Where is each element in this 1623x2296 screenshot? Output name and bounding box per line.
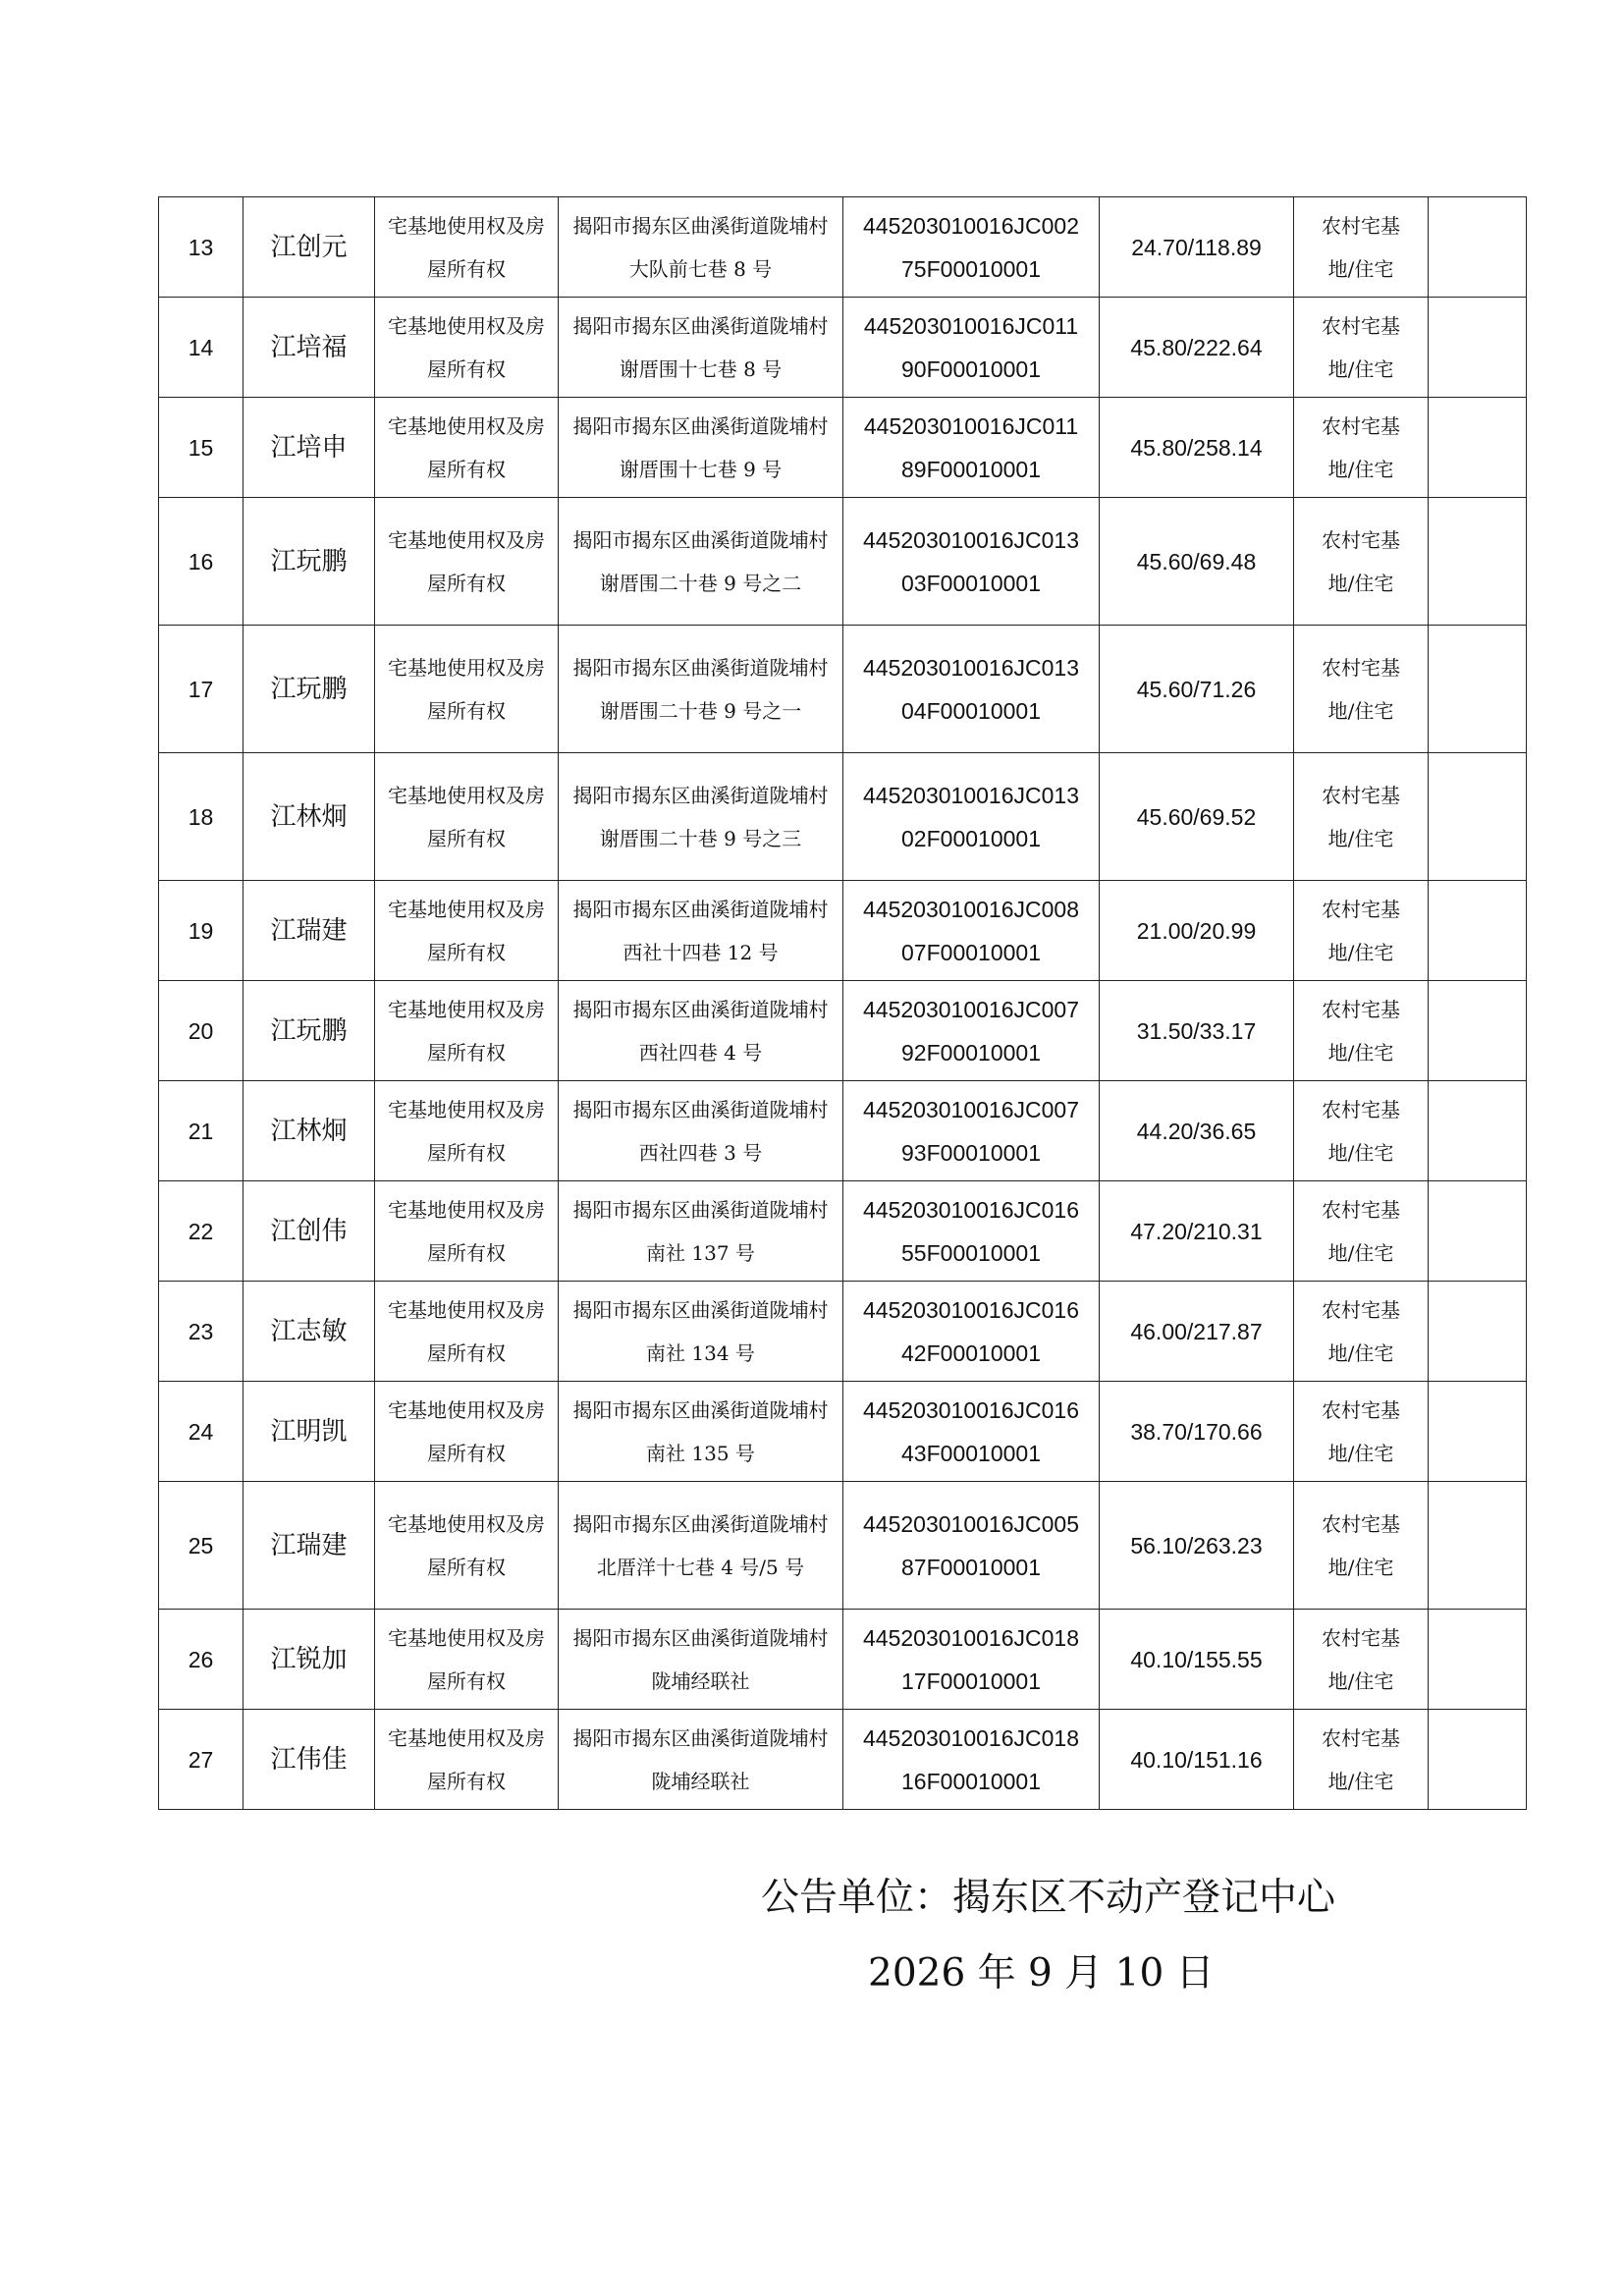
owner-name: [243, 197, 375, 298]
unit-number-text: 445203010016JC01304F00010001: [863, 654, 1079, 724]
land-use-text: 农村宅基地/住宅: [1322, 655, 1400, 723]
area-value: [1100, 1710, 1294, 1810]
area-value-text: 45.80/258.14: [1130, 434, 1263, 461]
table-row: [159, 753, 1527, 881]
right-type: [375, 1282, 559, 1382]
row-number-text: 20: [188, 1017, 214, 1044]
right-type: [375, 626, 559, 753]
land-use-text: 农村宅基地/住宅: [1322, 897, 1400, 964]
right-type: [375, 1482, 559, 1610]
property-location-text: 揭阳市揭东区曲溪街道陇埔村北厝洋十七巷 4 号/5 号: [572, 1511, 829, 1579]
unit-number-text: 445203010016JC01643F00010001: [863, 1396, 1079, 1466]
owner-name-text: 江林炯: [270, 801, 348, 832]
property-location: [559, 626, 843, 753]
area-value-text: 45.60/69.48: [1136, 548, 1257, 574]
right-type: [375, 298, 559, 398]
property-location-text: 揭阳市揭东区曲溪街道陇埔村谢厝围二十巷 9 号之二: [572, 527, 829, 595]
remarks-cell: [1429, 1282, 1527, 1382]
property-location-text: 揭阳市揭东区曲溪街道陇埔村谢厝围十七巷 9 号: [572, 413, 829, 481]
owner-name-text: 江玩鹏: [270, 1015, 348, 1046]
unit-number: [843, 498, 1100, 626]
unit-number: [843, 197, 1100, 298]
right-type-text: 宅基地使用权及房屋所有权: [388, 1625, 545, 1693]
owner-name-text: 江锐加: [270, 1644, 348, 1674]
property-location-text: 揭阳市揭东区曲溪街道陇埔村谢厝围二十巷 9 号之一: [572, 655, 829, 723]
land-use-text: 农村宅基地/住宅: [1322, 1197, 1400, 1265]
right-type: [375, 1081, 559, 1181]
table-row: [159, 981, 1527, 1081]
table-row: [159, 1482, 1527, 1610]
land-use: [1294, 398, 1429, 498]
unit-number: [843, 981, 1100, 1081]
area-value: [1100, 753, 1294, 881]
land-use: [1294, 753, 1429, 881]
owner-name-text: 江创伟: [270, 1216, 348, 1246]
right-type: [375, 753, 559, 881]
row-number: [159, 298, 243, 398]
right-type-text: 宅基地使用权及房屋所有权: [388, 1397, 545, 1465]
area-value: [1100, 1610, 1294, 1710]
property-location-text: 揭阳市揭东区曲溪街道陇埔村西社十四巷 12 号: [572, 897, 829, 964]
unit-number-text: 445203010016JC01302F00010001: [863, 782, 1079, 851]
right-type-text: 宅基地使用权及房屋所有权: [388, 1197, 545, 1265]
property-location: [559, 981, 843, 1081]
property-location-text: 揭阳市揭东区曲溪街道陇埔村西社四巷 4 号: [572, 997, 829, 1065]
land-use: [1294, 1482, 1429, 1610]
property-location: [559, 1710, 843, 1810]
row-number: [159, 753, 243, 881]
property-location: [559, 1181, 843, 1282]
land-use-text: 农村宅基地/住宅: [1322, 313, 1400, 381]
right-type: [375, 498, 559, 626]
property-location-text: 揭阳市揭东区曲溪街道陇埔村陇埔经联社: [572, 1725, 829, 1793]
right-type-text: 宅基地使用权及房屋所有权: [388, 1097, 545, 1165]
unit-number: [843, 881, 1100, 981]
issuing-unit: 公告单位：揭东区不动产登记中心: [761, 1876, 1336, 1920]
area-value-text: 40.10/151.16: [1130, 1746, 1263, 1773]
right-type: [375, 398, 559, 498]
area-value-text: 45.60/71.26: [1136, 676, 1257, 702]
table-row: [159, 1181, 1527, 1282]
right-type-text: 宅基地使用权及房屋所有权: [388, 413, 545, 481]
table-row: [159, 881, 1527, 981]
table-row: [159, 626, 1527, 753]
owner-name: [243, 1181, 375, 1282]
right-type: [375, 1181, 559, 1282]
unit-number: [843, 626, 1100, 753]
area-value: [1100, 398, 1294, 498]
table-row: [159, 1081, 1527, 1181]
land-use: [1294, 1710, 1429, 1810]
property-location: [559, 881, 843, 981]
owner-name: [243, 1282, 375, 1382]
owner-name-text: 江林炯: [270, 1116, 348, 1146]
owner-name: [243, 753, 375, 881]
land-use: [1294, 1181, 1429, 1282]
land-use: [1294, 498, 1429, 626]
right-type-text: 宅基地使用权及房屋所有权: [388, 527, 545, 595]
right-type-text: 宅基地使用权及房屋所有权: [388, 997, 545, 1065]
right-type: [375, 1382, 559, 1482]
owner-name-text: 江瑞建: [270, 1530, 348, 1560]
table-row: [159, 298, 1527, 398]
row-number: [159, 398, 243, 498]
owner-name-text: 江培福: [270, 332, 348, 362]
unit-number: [843, 398, 1100, 498]
right-type: [375, 981, 559, 1081]
area-value: [1100, 1181, 1294, 1282]
owner-name-text: 江明凯: [270, 1416, 348, 1447]
table-row: [159, 1282, 1527, 1382]
table-row: [159, 398, 1527, 498]
land-use-text: 农村宅基地/住宅: [1322, 1511, 1400, 1579]
area-value-text: 24.70/118.89: [1131, 234, 1262, 260]
unit-number-text: 445203010016JC00275F00010001: [863, 212, 1079, 282]
right-type-text: 宅基地使用权及房屋所有权: [388, 1725, 545, 1793]
unit-number-text: 445203010016JC01655F00010001: [863, 1196, 1079, 1266]
unit-number-text: 445203010016JC00587F00010001: [863, 1510, 1079, 1580]
land-use: [1294, 1382, 1429, 1482]
property-location-text: 揭阳市揭东区曲溪街道陇埔村西社四巷 3 号: [572, 1097, 829, 1165]
area-value: [1100, 981, 1294, 1081]
unit-number-text: 445203010016JC00793F00010001: [863, 1096, 1079, 1166]
area-value: [1100, 1282, 1294, 1382]
row-number-text: 22: [188, 1218, 214, 1244]
unit-number-text: 445203010016JC01303F00010001: [863, 526, 1079, 596]
remarks-cell: [1429, 1382, 1527, 1482]
land-use-text: 农村宅基地/住宅: [1322, 1397, 1400, 1465]
property-location: [559, 1482, 843, 1610]
owner-name: [243, 298, 375, 398]
property-location: [559, 398, 843, 498]
row-number: [159, 1081, 243, 1181]
area-value: [1100, 626, 1294, 753]
row-number: [159, 1610, 243, 1710]
right-type: [375, 1610, 559, 1710]
row-number: [159, 981, 243, 1081]
owner-name: [243, 981, 375, 1081]
announcement-date: 2026 年 9 月 10 日: [868, 1951, 1215, 1995]
remarks-cell: [1429, 398, 1527, 498]
remarks-cell: [1429, 197, 1527, 298]
right-type-text: 宅基地使用权及房屋所有权: [388, 1297, 545, 1365]
right-type-text: 宅基地使用权及房屋所有权: [388, 783, 545, 850]
area-value-text: 45.60/69.52: [1136, 803, 1257, 830]
property-location-text: 揭阳市揭东区曲溪街道陇埔村南社 137 号: [572, 1197, 829, 1265]
unit-number: [843, 753, 1100, 881]
property-location: [559, 753, 843, 881]
unit-number: [843, 1610, 1100, 1710]
row-number-text: 15: [188, 434, 214, 461]
remarks-cell: [1429, 1081, 1527, 1181]
land-use: [1294, 1081, 1429, 1181]
right-type-text: 宅基地使用权及房屋所有权: [388, 1511, 545, 1579]
unit-number-text: 445203010016JC01642F00010001: [863, 1296, 1079, 1366]
owner-name-text: 江志敏: [270, 1316, 348, 1346]
row-number: [159, 498, 243, 626]
owner-name: [243, 1610, 375, 1710]
row-number: [159, 1482, 243, 1610]
area-value-text: 45.80/222.64: [1130, 334, 1263, 360]
remarks-cell: [1429, 881, 1527, 981]
unit-number: [843, 1282, 1100, 1382]
land-use-text: 农村宅基地/住宅: [1322, 997, 1400, 1065]
land-use-text: 农村宅基地/住宅: [1322, 413, 1400, 481]
owner-name: [243, 881, 375, 981]
area-value: [1100, 1382, 1294, 1482]
area-value-text: 47.20/210.31: [1130, 1218, 1263, 1244]
area-value-text: 56.10/263.23: [1130, 1532, 1263, 1558]
land-use-text: 农村宅基地/住宅: [1322, 1625, 1400, 1693]
remarks-cell: [1429, 981, 1527, 1081]
row-number-text: 19: [188, 917, 214, 944]
area-value: [1100, 298, 1294, 398]
area-value: [1100, 498, 1294, 626]
area-value: [1100, 881, 1294, 981]
area-value-text: 21.00/20.99: [1136, 917, 1257, 944]
owner-name-text: 江培申: [270, 432, 348, 463]
row-number-text: 27: [188, 1746, 214, 1773]
row-number: [159, 1710, 243, 1810]
land-use: [1294, 1610, 1429, 1710]
area-value-text: 40.10/155.55: [1130, 1646, 1263, 1672]
right-type: [375, 881, 559, 981]
land-use-text: 农村宅基地/住宅: [1322, 1097, 1400, 1165]
remarks-cell: [1429, 1482, 1527, 1610]
owner-name-text: 江玩鹏: [270, 674, 348, 704]
property-location-text: 揭阳市揭东区曲溪街道陇埔村谢厝围二十巷 9 号之三: [572, 783, 829, 850]
right-type: [375, 1710, 559, 1810]
property-location: [559, 1610, 843, 1710]
area-value-text: 31.50/33.17: [1136, 1017, 1257, 1044]
table-row: [159, 197, 1527, 298]
unit-number: [843, 1710, 1100, 1810]
unit-number-text: 445203010016JC00792F00010001: [863, 996, 1079, 1066]
remarks-cell: [1429, 298, 1527, 398]
remarks-cell: [1429, 498, 1527, 626]
area-value-text: 46.00/217.87: [1130, 1318, 1263, 1344]
row-number-text: 26: [188, 1646, 214, 1672]
owner-name: [243, 1081, 375, 1181]
land-use: [1294, 197, 1429, 298]
owner-name: [243, 1482, 375, 1610]
row-number: [159, 197, 243, 298]
owner-name-text: 江瑞建: [270, 915, 348, 946]
remarks-cell: [1429, 626, 1527, 753]
owner-name: [243, 1382, 375, 1482]
land-use: [1294, 1282, 1429, 1382]
land-use-text: 农村宅基地/住宅: [1322, 213, 1400, 281]
row-number-text: 16: [188, 548, 214, 574]
owner-name: [243, 1710, 375, 1810]
unit-number: [843, 1482, 1100, 1610]
row-number: [159, 1181, 243, 1282]
land-use-text: 农村宅基地/住宅: [1322, 783, 1400, 850]
land-use-text: 农村宅基地/住宅: [1322, 1297, 1400, 1365]
land-use: [1294, 881, 1429, 981]
right-type-text: 宅基地使用权及房屋所有权: [388, 897, 545, 964]
owner-name-text: 江玩鹏: [270, 546, 348, 576]
property-location: [559, 298, 843, 398]
unit-number: [843, 298, 1100, 398]
unit-number: [843, 1081, 1100, 1181]
remarks-cell: [1429, 1181, 1527, 1282]
area-value-text: 44.20/36.65: [1136, 1118, 1257, 1144]
property-location-text: 揭阳市揭东区曲溪街道陇埔村谢厝围十七巷 8 号: [572, 313, 829, 381]
area-value: [1100, 1482, 1294, 1610]
right-type-text: 宅基地使用权及房屋所有权: [388, 313, 545, 381]
owner-name: [243, 498, 375, 626]
property-location: [559, 1282, 843, 1382]
table-row: [159, 1710, 1527, 1810]
row-number-text: 17: [188, 676, 214, 702]
unit-number-text: 445203010016JC01817F00010001: [863, 1624, 1079, 1694]
row-number: [159, 1382, 243, 1482]
owner-name: [243, 626, 375, 753]
property-location-text: 揭阳市揭东区曲溪街道陇埔村大队前七巷 8 号: [572, 213, 829, 281]
registration-table: [158, 196, 1527, 1810]
unit-number-text: 445203010016JC01189F00010001: [863, 412, 1079, 482]
land-use-text: 农村宅基地/住宅: [1322, 1725, 1400, 1793]
table-row: [159, 498, 1527, 626]
unit-number-text: 445203010016JC01816F00010001: [863, 1724, 1079, 1794]
remarks-cell: [1429, 753, 1527, 881]
table-row: [159, 1382, 1527, 1482]
row-number-text: 14: [188, 334, 214, 360]
table-row: [159, 1610, 1527, 1710]
table-body: [159, 197, 1527, 1810]
property-location: [559, 498, 843, 626]
property-location: [559, 1081, 843, 1181]
area-value: [1100, 1081, 1294, 1181]
row-number-text: 13: [188, 234, 214, 260]
owner-name-text: 江伟佳: [270, 1744, 348, 1775]
row-number-text: 18: [188, 803, 214, 830]
area-value-text: 38.70/170.66: [1130, 1418, 1263, 1445]
right-type: [375, 197, 559, 298]
row-number: [159, 626, 243, 753]
row-number-text: 24: [188, 1418, 214, 1445]
land-use: [1294, 298, 1429, 398]
property-location: [559, 197, 843, 298]
unit-number: [843, 1382, 1100, 1482]
unit-number-text: 445203010016JC01190F00010001: [863, 312, 1079, 382]
property-location-text: 揭阳市揭东区曲溪街道陇埔村南社 135 号: [572, 1397, 829, 1465]
row-number: [159, 1282, 243, 1382]
land-use: [1294, 626, 1429, 753]
right-type-text: 宅基地使用权及房屋所有权: [388, 213, 545, 281]
land-use: [1294, 981, 1429, 1081]
remarks-cell: [1429, 1610, 1527, 1710]
property-location-text: 揭阳市揭东区曲溪街道陇埔村陇埔经联社: [572, 1625, 829, 1693]
right-type-text: 宅基地使用权及房屋所有权: [388, 655, 545, 723]
row-number-text: 23: [188, 1318, 214, 1344]
row-number: [159, 881, 243, 981]
area-value: [1100, 197, 1294, 298]
property-location-text: 揭阳市揭东区曲溪街道陇埔村南社 134 号: [572, 1297, 829, 1365]
unit-number-text: 445203010016JC00807F00010001: [863, 896, 1079, 965]
owner-name-text: 江创元: [270, 232, 348, 262]
property-location: [559, 1382, 843, 1482]
land-use-text: 农村宅基地/住宅: [1322, 527, 1400, 595]
owner-name: [243, 398, 375, 498]
row-number-text: 21: [188, 1118, 214, 1144]
remarks-cell: [1429, 1710, 1527, 1810]
unit-number: [843, 1181, 1100, 1282]
row-number-text: 25: [188, 1532, 214, 1558]
